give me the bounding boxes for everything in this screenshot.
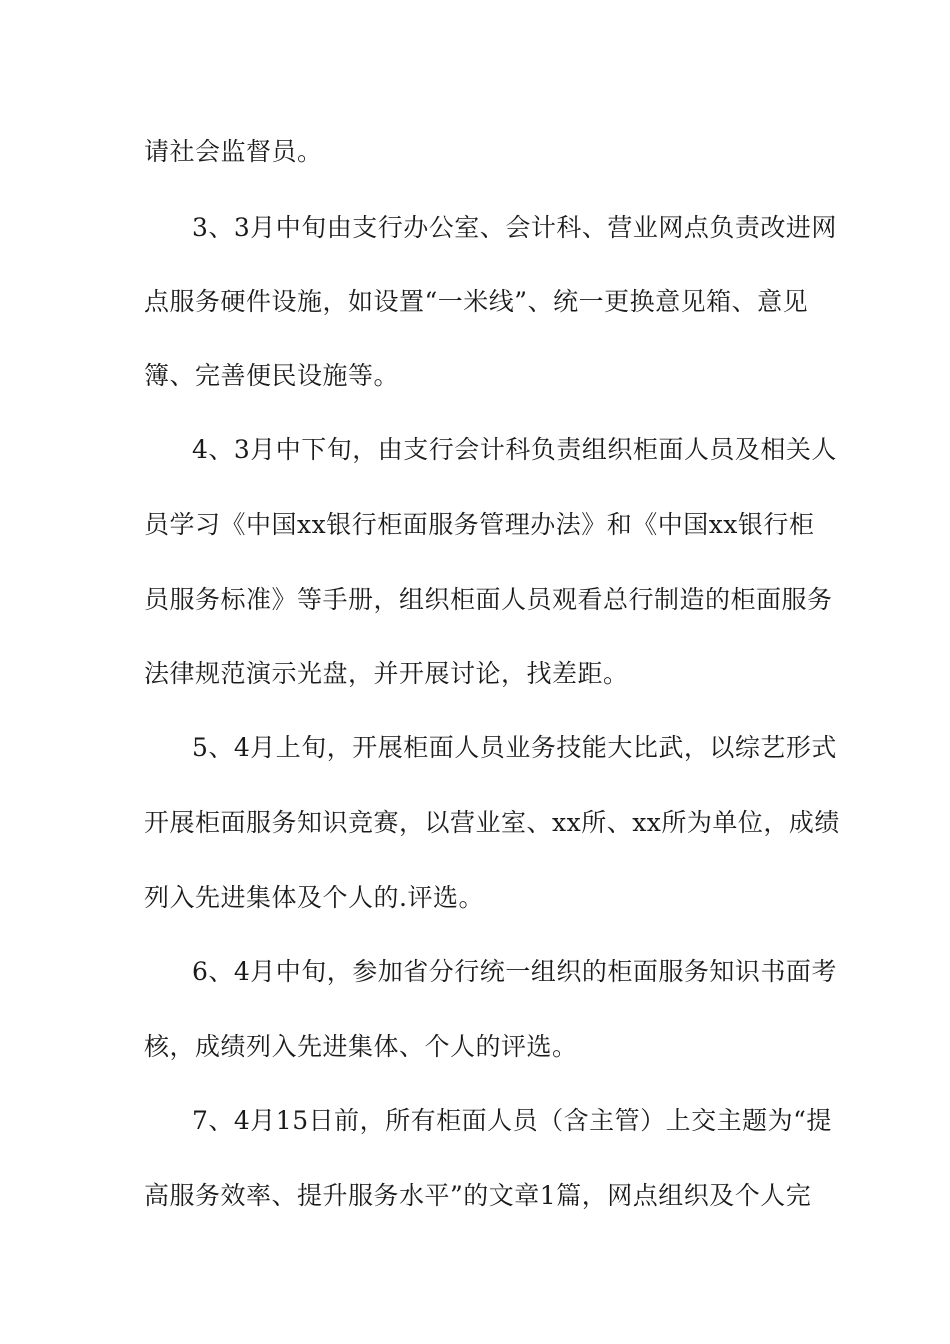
text-line: 4、3月中下旬，由支行会计科负责组织柜面人员及相关人 xyxy=(192,435,837,464)
text-line: 请社会监督员。 xyxy=(144,137,323,166)
text-line: 点服务硬件设施，如设置“一米线”、统一更换意见箱、意见 xyxy=(144,287,809,316)
text-line: 7、4月15日前，所有柜面人员（含主管）上交主题为“提 xyxy=(192,1106,832,1135)
text-line: 开展柜面服务知识竞赛，以营业室、xx所、xx所为单位，成绩 xyxy=(144,808,840,837)
text-line: 列入先进集体及个人的.评选。 xyxy=(144,883,484,912)
text-line: 簿、完善便民设施等。 xyxy=(144,361,400,390)
text-line: 3、3月中旬由支行办公室、会计科、营业网点负责改进网 xyxy=(192,213,837,242)
text-line: 员学习《中国xx银行柜面服务管理办法》和《中国xx银行柜 xyxy=(144,510,815,539)
text-line: 核，成绩列入先进集体、个人的评选。 xyxy=(144,1032,578,1061)
text-line: 6、4月中旬，参加省分行统一组织的柜面服务知识书面考 xyxy=(192,957,837,986)
text-line: 员服务标准》等手册，组织柜面人员观看总行制造的柜面服务 xyxy=(144,585,833,614)
text-line: 高服务效率、提升服务水平”的文章1篇，网点组织及个人完 xyxy=(144,1181,812,1210)
text-line: 法律规范演示光盘，并开展讨论，找差距。 xyxy=(144,659,629,688)
text-line: 5、4月上旬，开展柜面人员业务技能大比武，以综艺形式 xyxy=(192,733,837,762)
